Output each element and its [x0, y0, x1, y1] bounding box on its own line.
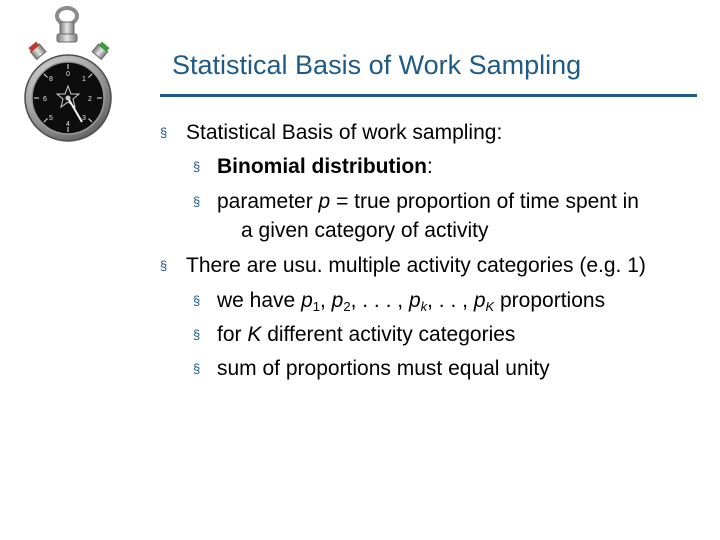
bullet-icon: § [193, 361, 201, 376]
subscript: K [485, 299, 495, 314]
text-run: = true proportion of time spent in [330, 190, 639, 213]
svg-text:8: 8 [49, 76, 53, 83]
bullet-icon: § [193, 194, 201, 209]
title-divider [160, 94, 697, 97]
bullet-item [217, 150, 433, 185]
subscript: 2 [343, 299, 351, 314]
bullet-icon: § [193, 159, 201, 174]
svg-text:3: 3 [82, 115, 86, 122]
text-run: parameter [217, 190, 319, 213]
stopwatch-icon [22, 6, 122, 182]
svg-text:6: 6 [43, 96, 47, 103]
bullet-item: sum of proportions must equal unity [217, 357, 550, 380]
subscript: 1 [312, 299, 320, 314]
text-run: different activity categories [261, 323, 516, 346]
text-run: proportions [494, 289, 606, 312]
math-variable: p [473, 289, 486, 312]
text-run: , . . , [427, 289, 474, 312]
bullet-continuation: a given category of activity [241, 219, 489, 242]
bullet-icon: § [160, 258, 168, 273]
text-run: : [427, 155, 433, 178]
text-run: we have [217, 289, 302, 312]
text-run: for [217, 323, 248, 346]
svg-text:0: 0 [66, 71, 70, 78]
svg-text:1: 1 [82, 76, 86, 83]
bullet-item: Statistical Basis of work sampling: [186, 121, 503, 144]
bold-term: Binomial distribution [217, 155, 427, 178]
text-run: , [319, 289, 332, 312]
text-run: , . . . , [350, 289, 409, 312]
bullet-item [217, 284, 605, 319]
svg-text:5: 5 [49, 115, 53, 122]
math-variable: p [301, 289, 313, 312]
math-variable: p [408, 289, 421, 312]
subscript: k [420, 299, 428, 314]
bullet-icon: § [160, 125, 168, 140]
bullet-item: There are usu. multiple activity categories (e.g. 1) [186, 254, 646, 277]
math-variable: p [331, 289, 344, 312]
slide-title: Statistical Basis of Work Sampling [172, 50, 582, 80]
svg-text:4: 4 [66, 121, 70, 128]
bullet-icon: § [193, 327, 201, 342]
math-variable: p [318, 190, 331, 213]
bullet-icon: § [193, 293, 201, 308]
math-variable: K [247, 323, 262, 346]
svg-text:2: 2 [88, 96, 92, 103]
bullet-item [217, 318, 515, 353]
